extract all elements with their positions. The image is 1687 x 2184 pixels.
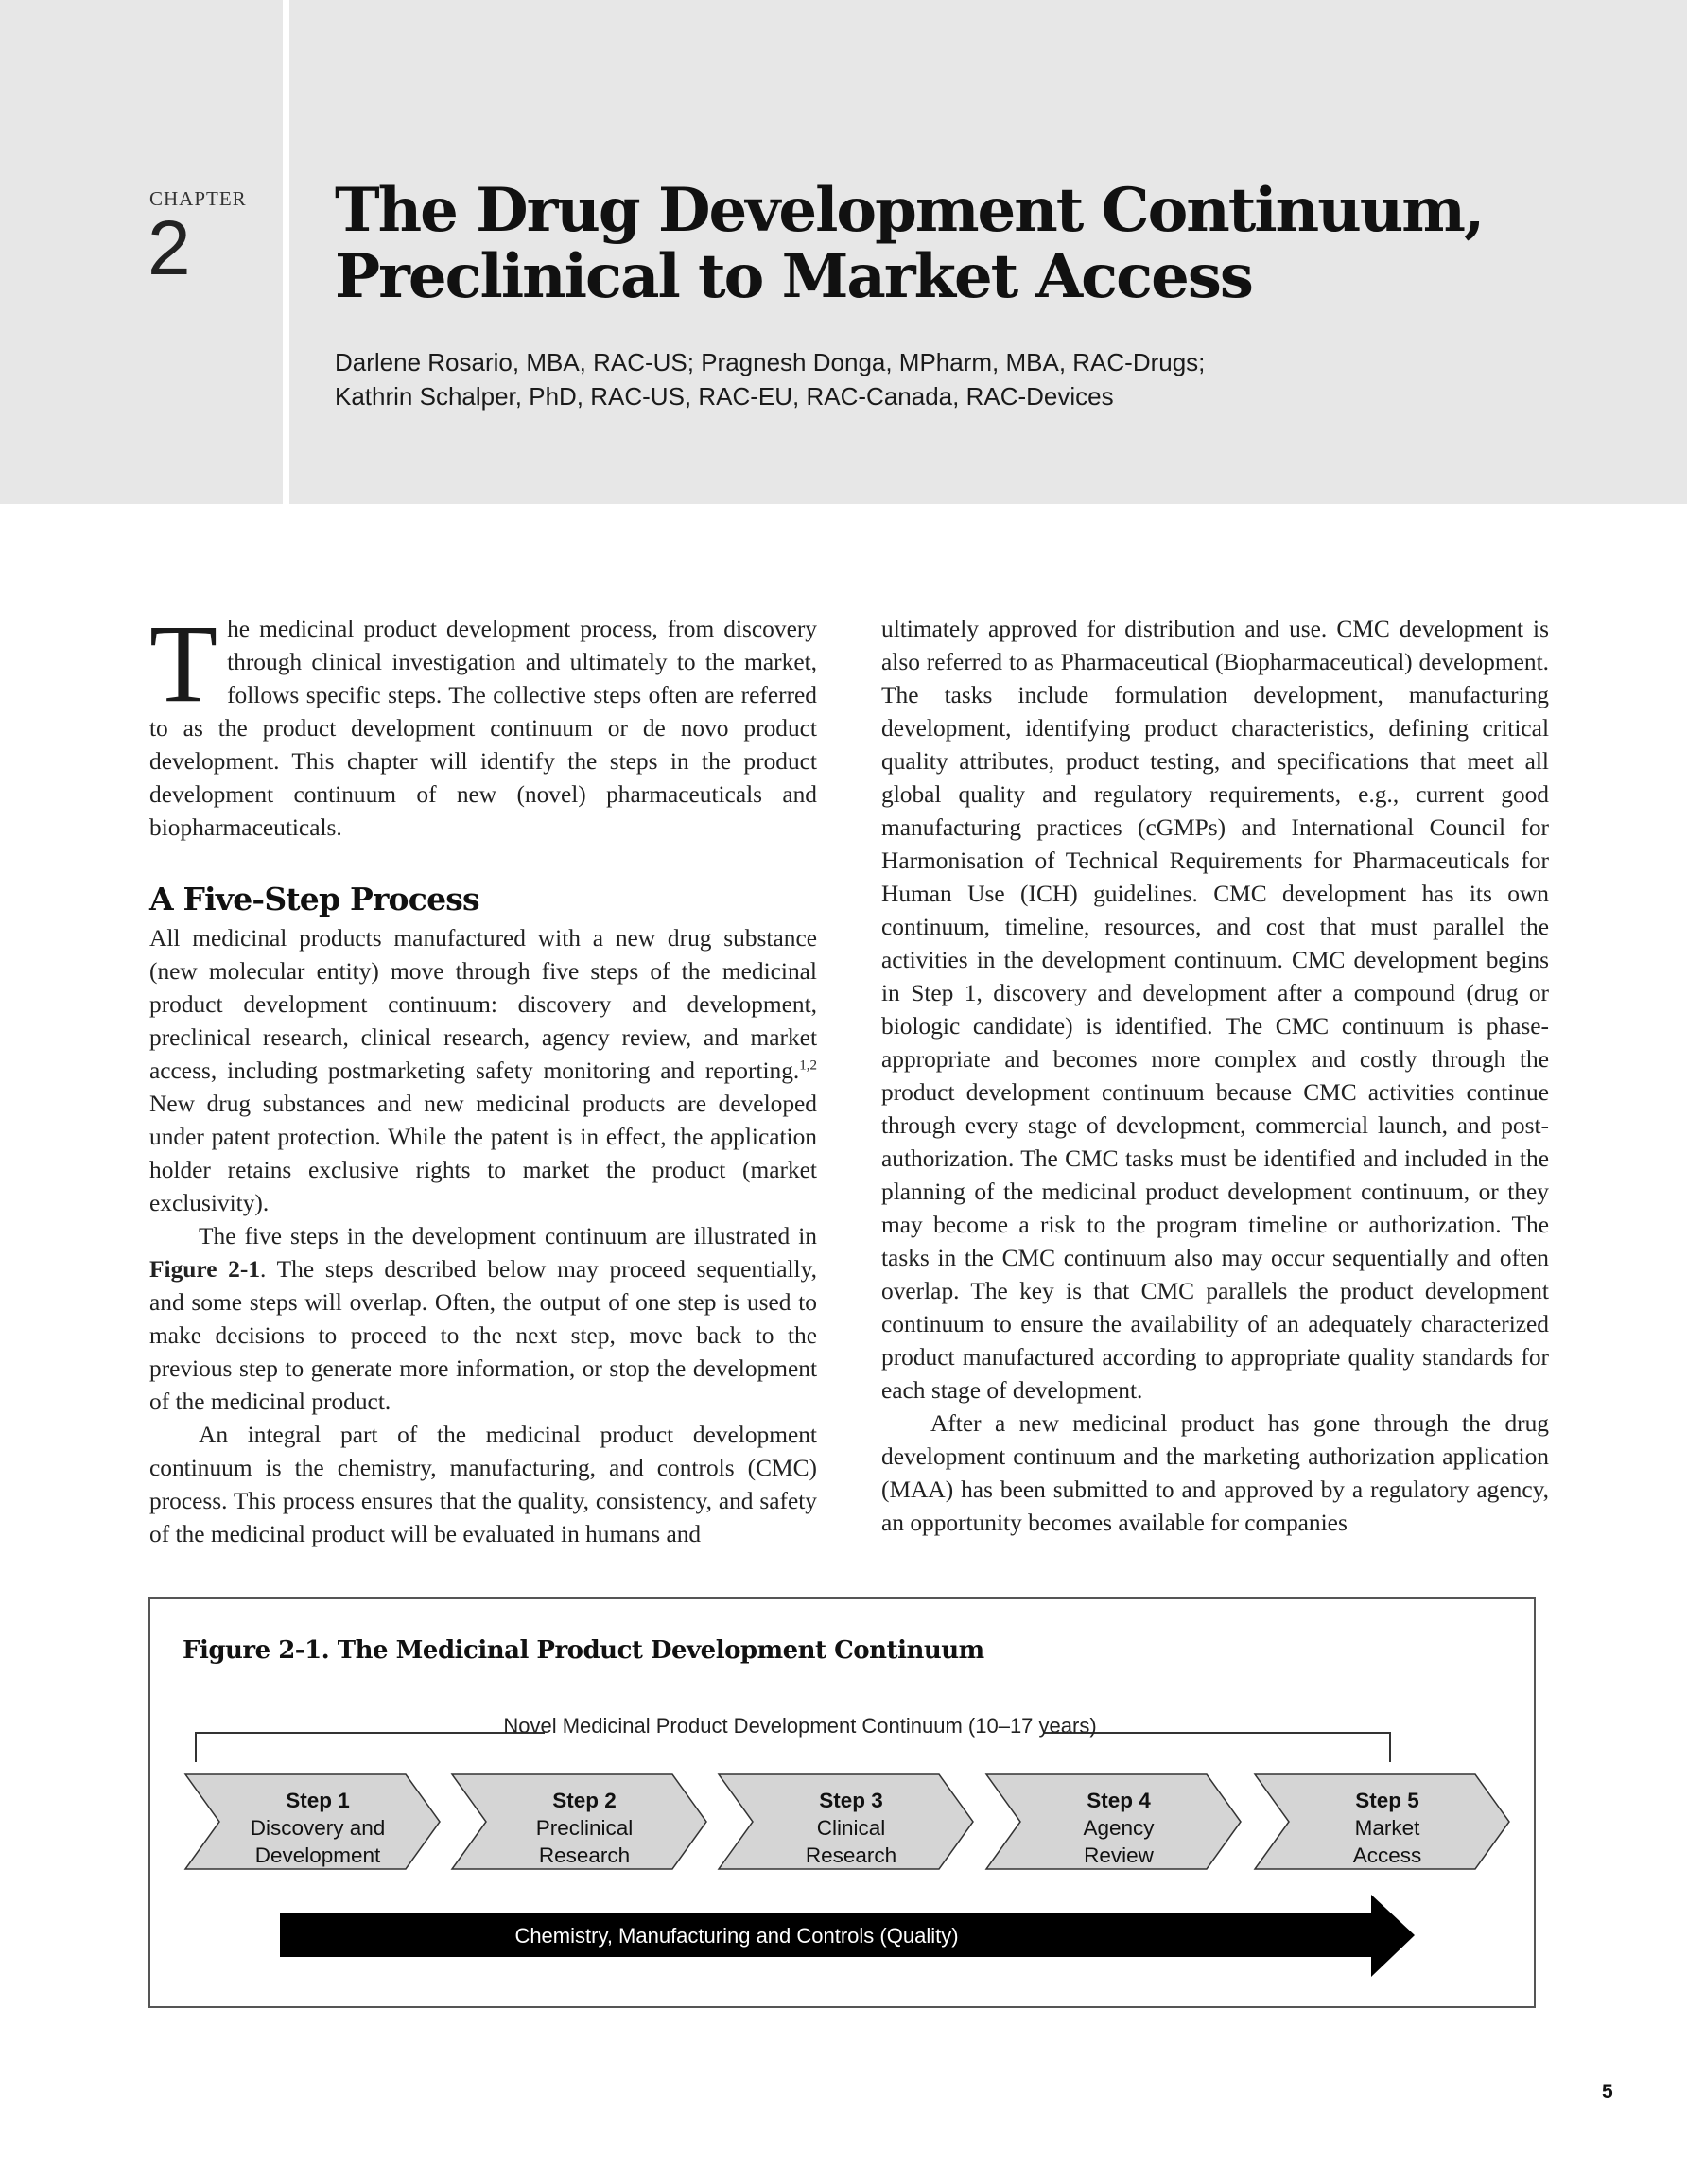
paragraph: ultimately approved for distribution and use. CMC development is also referred to as Pharmaceutical (Biopharmaceutical) development. The tasks include formulation development, manufacturing development, identifying product characteristics, defining critical quality attributes, product testing, and specifications that meet all global quality and regulatory requirements, e.g., current good manufacturing practices (cGMPs) and International Council for Harmonisation of Technical Requirements for Pharmaceuticals for Human Use (ICH) guidelines. CMC development has its own continuum, timeline, resources, and cost that must parallel the activities in the development continuum. CMC development begins in Step 1, discovery and development after a compound (drug or biologic candidate) is identified. The CMC continuum is phase-appropriate and becomes more complex and costly through the product development continuum because CMC activities continue through every stage of development, commercial launch, and post-authorization. The CMC tasks must be identified and included in the planning of the medicinal product development continuum, or they may become a risk to the program timeline or authorization. The tasks in the CMC continuum also may occur sequentially and often overlap. The key is that CMC parallels the product development continuum to ensure the availability of an adequately characterized product manufactured according to appropriate quality standards for each stage of development. — [881, 616, 1549, 1404]
paragraph-text: New drug substances and new medicinal products are developed under patent protection. While the patent is in effect, the application holder retains exclusive rights to market the product (market exclusivity). — [149, 1091, 817, 1216]
authors — [335, 345, 1375, 413]
step-title-line: Research — [805, 1843, 897, 1867]
header-divider — [283, 0, 289, 504]
step-title-line: Development — [254, 1843, 381, 1867]
step-title-line: Market — [1354, 1816, 1420, 1840]
chapter-label: CHAPTER — [149, 187, 247, 210]
citation-superscript: 1,2 — [799, 1057, 817, 1074]
step-number: Step 5 — [1355, 1789, 1419, 1812]
step-4-label — [1015, 1787, 1223, 1869]
step-title-line: Clinical — [816, 1816, 886, 1840]
step-title-line: Review — [1084, 1843, 1154, 1867]
right-column — [881, 613, 1549, 1540]
cmc-label: Chemistry, Manufacturing and Controls (Quality) — [514, 1924, 959, 1948]
step-title-line: Discovery and — [250, 1816, 386, 1840]
step-number: Step 4 — [1087, 1789, 1151, 1812]
drop-cap: T — [149, 602, 218, 725]
paragraph: An integral part of the medicinal product development continuum is the chemistry, manufacturing, and controls (CMC) process. This process ensures that the quality, consistency, and safety of the medicinal product will be evaluated in humans and — [149, 1422, 817, 1547]
intro-text: he medicinal product development process, from discovery through clinical investigation and ultimately to the market, follows specific steps. The collective steps often are referred to as the product development continuum or de novo product development. This chapter will identify the steps in the product development continuum of new (novel) pharmaceuticals and biopharmaceuticals. — [149, 616, 817, 841]
figure-title: Figure 2-1. The Medicinal Product Development Continuum — [183, 1636, 984, 1665]
figure-reference: Figure 2-1 — [149, 1256, 261, 1283]
authors-line2: Kathrin Schalper, PhD, RAC-US, RAC-EU, RAC-Canada, RAC-Devices — [335, 382, 1114, 411]
authors-line1: Darlene Rosario, MBA, RAC-US; Pragnesh Donga, MPharm, MBA, RAC-Drugs; — [335, 348, 1206, 376]
step-3-label — [747, 1787, 955, 1869]
section-heading: A Five-Step Process — [149, 881, 479, 917]
step-title-line: Research — [538, 1843, 631, 1867]
chapter-title-line2: Preclinical to Market Access — [335, 241, 1252, 312]
paragraph-text: All medicinal products manufactured with a new drug substance (new molecular entity) move through five steps of the medicinal product development continuum: discovery and development, preclinical research, clinical research, agency review, and market access, including postmarketing safety monitoring and reporting. — [149, 925, 817, 1084]
chapter-title-line1: The Drug Development Continuum, — [335, 175, 1484, 246]
left-column — [149, 602, 817, 1551]
step-number: Step 1 — [286, 1789, 350, 1812]
page-number: 5 — [1602, 2081, 1613, 2103]
chapter-title — [335, 175, 1564, 312]
step-title-line: Agency — [1083, 1816, 1155, 1840]
step-2-label — [480, 1787, 688, 1869]
chapter-number: 2 — [148, 205, 191, 291]
paragraph-text: . The steps described below may proceed sequentially, and some steps will overlap. Often, the output of one step is used to make decisions to proceed to the next step, move back to the previous step to generate more information, or stop the development of the medicinal product. — [149, 1256, 817, 1415]
step-1-label — [214, 1787, 422, 1869]
figure-2-1 — [148, 1597, 1536, 2008]
paragraph-text: The five steps in the development continuum are illustrated in — [199, 1223, 817, 1249]
intro-paragraph — [149, 602, 817, 845]
paragraph: After a new medicinal product has gone through the drug development continuum and the marketing authorization application (MAA) has been submitted to and approved by a regulatory agency, an opportunity becomes available for companies — [881, 1410, 1549, 1536]
step-5-label — [1283, 1787, 1491, 1869]
step-number: Step 3 — [819, 1789, 883, 1812]
continuum-label: Novel Medicinal Product Development Continuum (10–17 years) — [503, 1714, 1097, 1738]
step-title-line: Access — [1352, 1843, 1422, 1867]
paragraph — [149, 922, 817, 1220]
paragraph — [149, 1220, 817, 1419]
step-number: Step 2 — [552, 1789, 617, 1812]
step-title-line: Preclinical — [535, 1816, 634, 1840]
